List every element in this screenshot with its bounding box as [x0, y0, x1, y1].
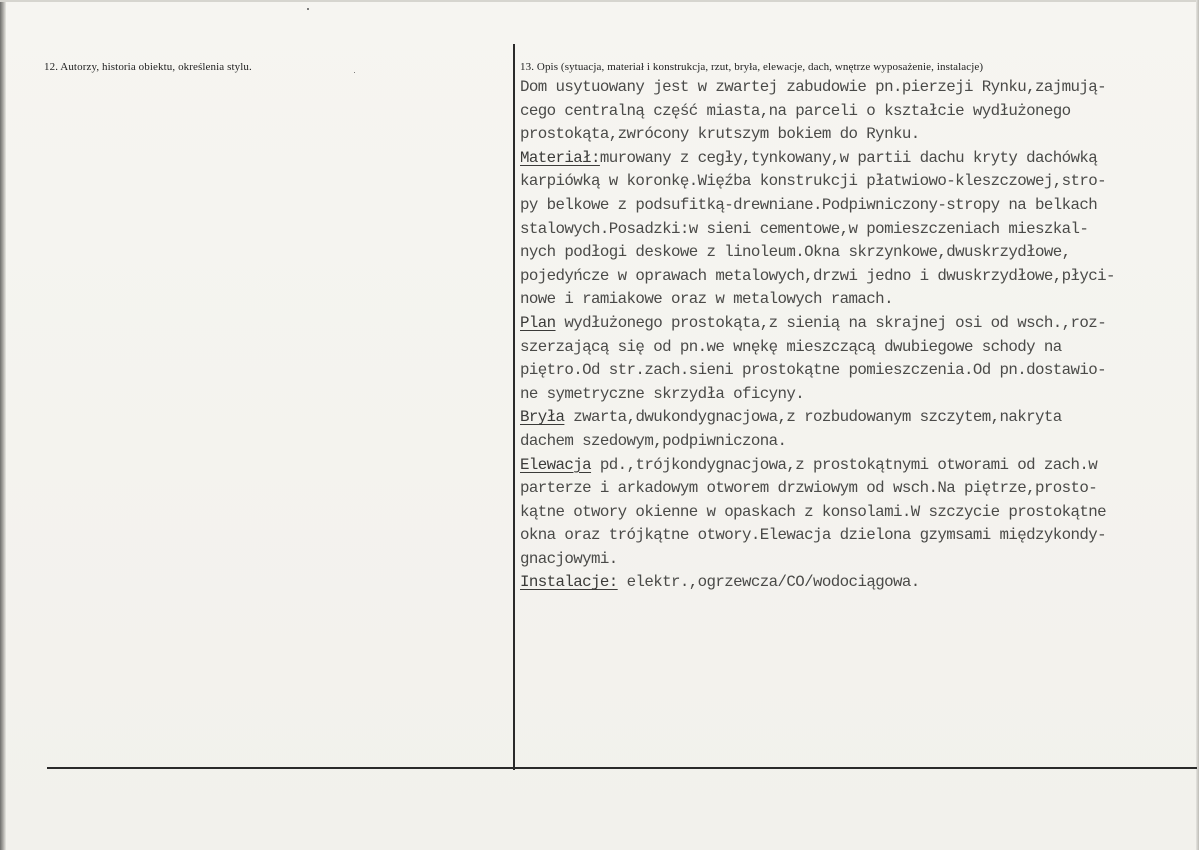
description-line	[520, 336, 1192, 360]
page-top-edge	[0, 0, 1199, 2]
line-text: nych podłogi deskowe z linoleum.Okna skrzynkowe,dwuskrzydłowe,	[520, 243, 1071, 262]
description-line	[520, 406, 1192, 430]
description-line	[520, 477, 1192, 501]
line-text: zwarta,dwukondygnacjowa,z rozbudowanym szczytem,nakryta	[564, 408, 1062, 427]
section-heading: Materiał:	[520, 148, 600, 167]
description-line	[520, 383, 1192, 407]
description-line	[520, 194, 1192, 218]
line-text: wydłużonego prostokąta,z sienią na skrajnej osi od wsch.,roz-	[555, 313, 1107, 332]
description-line	[520, 76, 1192, 100]
description-line	[520, 170, 1192, 194]
section-heading: Bryła	[520, 408, 565, 427]
description-line	[520, 548, 1192, 572]
line-text: nowe i ramiakowe oraz w metalowych ramach.	[520, 290, 893, 309]
bottom-rule	[47, 767, 1197, 769]
line-text: py belkowe z podsufitką-drewniane.Podpiwniczony-stropy na belkach	[520, 195, 1098, 214]
line-text: kątne otwory okienne w opaskach z konsolami.W szczycie prostokątne	[520, 502, 1107, 521]
line-text: parterze i arkadowym otworem drzwiowym od wsch.Na piętrze,prosto-	[520, 479, 1098, 498]
description-line	[520, 218, 1192, 242]
page-left-edge	[0, 0, 6, 850]
line-text: cego centralną część miasta,na parceli o kształcie wydłużonego	[520, 101, 1071, 120]
line-text: elektr.,ogrzewcza/CO/wodociągowa.	[617, 573, 920, 592]
typed-description	[520, 76, 1192, 595]
description-line	[520, 123, 1192, 147]
line-text: piętro.Od str.zach.sieni prostokątne pomieszczenia.Od pn.dostawio-	[520, 361, 1107, 380]
line-text: pd.,trójkondygnacjowa,z prostokątnymi otworami od zach.w	[591, 455, 1098, 474]
line-text: dachem szedowym,podpiwniczona.	[520, 431, 787, 450]
line-text: stalowych.Posadzki:w sieni cementowe,w pomieszczeniach mieszkal-	[520, 219, 1089, 238]
line-text: Dom usytuowany jest w zwartej zabudowie pn.pierzeji Rynku,zajmują-	[520, 78, 1107, 96]
description-line	[520, 147, 1192, 171]
field-12-label: 12. Autorzy, historia obiektu, określenia stylu.	[44, 61, 252, 73]
field-13-label: 13. Opis (sytuacja, materiał i konstrukcja, rzut, bryła, elewacje, dach, wnętrze wyposażenie, instalacje)	[520, 61, 984, 73]
paper-speck	[307, 8, 309, 10]
line-text: pojedyńcze w oprawach metalowych,drzwi jedno i dwuskrzydłowe,płyci-	[520, 266, 1115, 285]
description-line	[520, 571, 1192, 595]
line-text: ne symetryczne skrzydła oficyny.	[520, 384, 805, 403]
description-line	[520, 454, 1192, 478]
line-text: gnacjowymi.	[520, 549, 618, 568]
description-line	[520, 100, 1192, 124]
line-text: murowany z cegły,tynkowany,w partii dachu kryty dachówką	[599, 148, 1098, 167]
description-line	[520, 524, 1192, 548]
description-line	[520, 288, 1192, 312]
section-heading: Elewacja	[520, 455, 592, 474]
description-line	[520, 501, 1192, 525]
description-line	[520, 359, 1192, 383]
paper-speck	[354, 72, 355, 73]
line-text: okna oraz trójkątne otwory.Elewacja dzielona gzymsami międzykondy-	[520, 526, 1107, 545]
section-heading: Instalacje:	[520, 573, 618, 592]
line-text: karpiówką w koronkę.Więźba konstrukcji płatwiowo-kleszczowej,stro-	[520, 172, 1107, 191]
description-line	[520, 312, 1192, 336]
column-divider	[513, 44, 515, 770]
description-line	[520, 430, 1192, 454]
line-text: szerzającą się od pn.we wnękę mieszczącą dwubiegowe schody na	[520, 337, 1062, 356]
description-line	[520, 265, 1192, 289]
section-heading: Plan	[520, 313, 556, 332]
description-line	[520, 241, 1192, 265]
line-text: prostokąta,zwrócony krutszym bokiem do Rynku.	[520, 125, 920, 144]
